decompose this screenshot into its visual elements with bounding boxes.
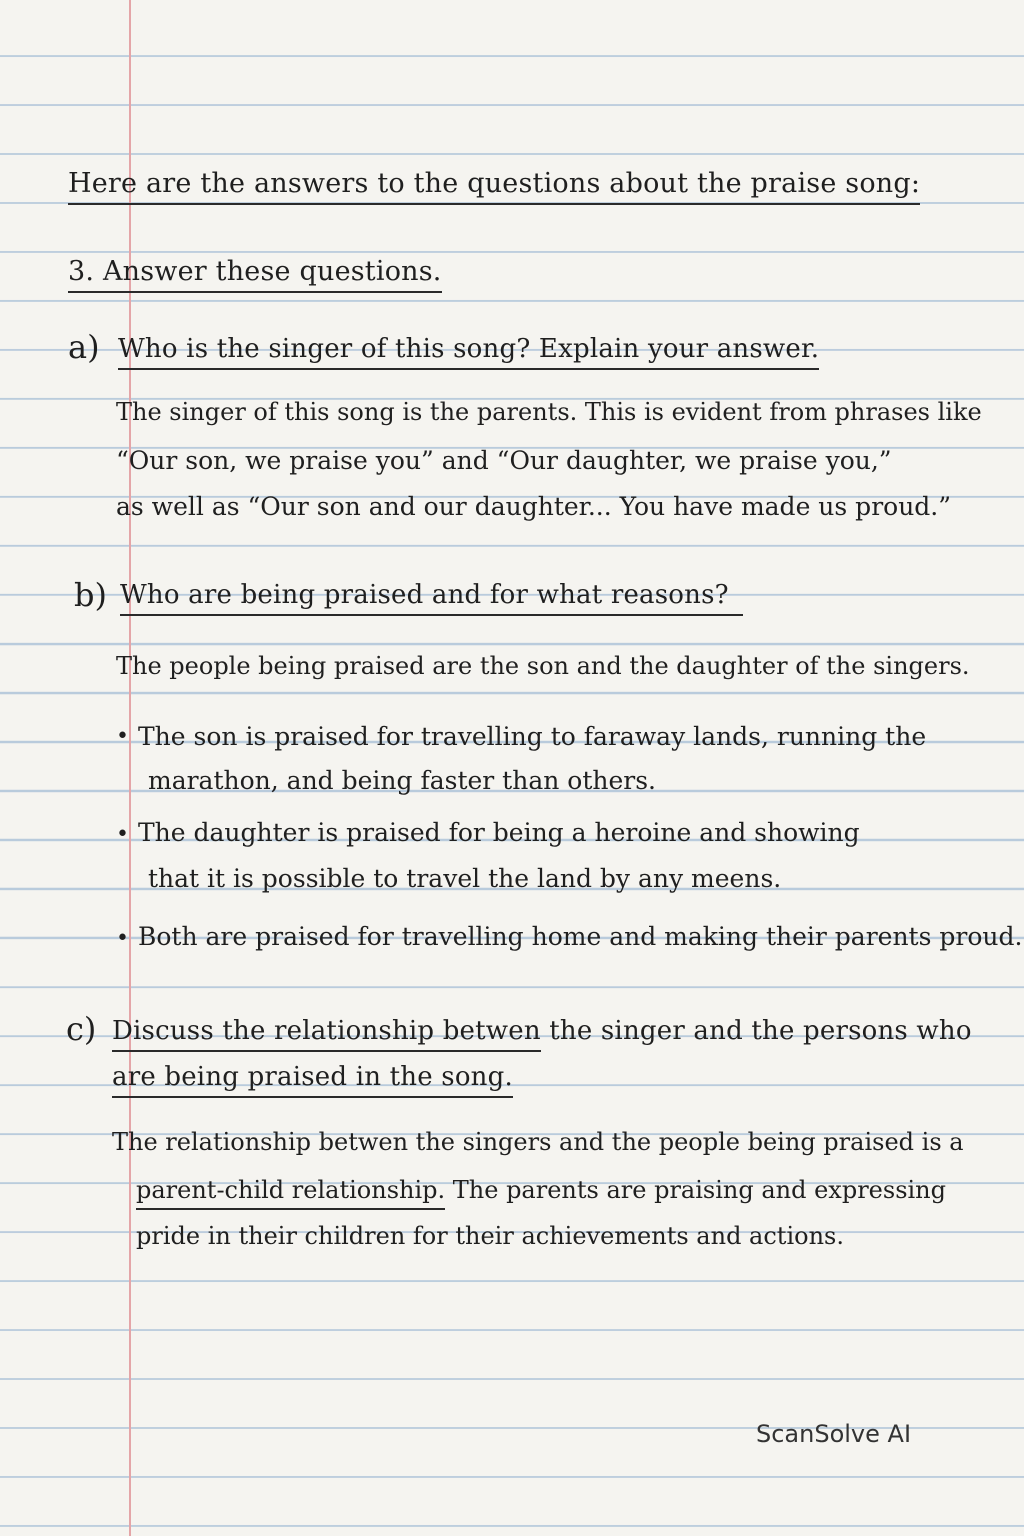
question-c-line-2: are being praised in the song. xyxy=(112,1062,513,1098)
bullet-dot-1: • xyxy=(116,724,129,749)
answer-b-bullet-1-line-2: marathon, and being faster than others. xyxy=(148,766,657,795)
question-b-text: Who are being praised and for what reasons? xyxy=(120,580,743,616)
task-title: 3. Answer these questions. xyxy=(68,256,442,293)
answer-c-underlined: parent-child relationship. xyxy=(136,1176,445,1210)
question-c-line-1 xyxy=(112,1016,972,1046)
bullet-dot-2: • xyxy=(116,822,129,847)
answer-a-line-3: as well as “Our son and our daughter... You have made us proud.” xyxy=(116,492,952,521)
answer-b-bullet-2-line-1: The daughter is praised for being a heroine and showing xyxy=(138,818,860,847)
answer-a-line-2: “Our son, we praise you” and “Our daughter, we praise you,” xyxy=(116,446,892,475)
answer-b-bullet-2-line-2: that it is possible to travel the land by any meens. xyxy=(148,864,782,893)
answer-c-line-3: pride in their children for their achievements and actions. xyxy=(136,1222,844,1250)
page-heading: Here are the answers to the questions about the praise song: xyxy=(68,168,920,205)
answer-b-bullet-1-line-1: The son is praised for travelling to faraway lands, running the xyxy=(138,722,927,751)
question-c-rest: the singer and the persons who xyxy=(540,1016,972,1046)
question-c-underlined: Discuss the relationship betwen xyxy=(112,1016,541,1052)
bullet-dot-3: • xyxy=(116,926,129,951)
question-b-marker: b) xyxy=(74,576,107,614)
answer-a-line-1: The singer of this song is the parents. This is evident from phrases like xyxy=(116,398,982,426)
signature: ScanSolve AI xyxy=(756,1420,912,1448)
question-a-marker: a) xyxy=(68,328,100,366)
question-a-text: Who is the singer of this song? Explain your answer. xyxy=(118,334,819,370)
answer-b-intro: The people being praised are the son and the daughter of the singers. xyxy=(116,652,970,680)
margin-line xyxy=(129,0,131,1536)
answer-c-line-1: The relationship betwen the singers and the people being praised is a xyxy=(112,1128,964,1156)
answer-c-line-2 xyxy=(136,1176,946,1204)
answer-c-line-2-rest: The parents are praising and expressing xyxy=(445,1176,946,1204)
question-c-marker: c) xyxy=(66,1010,97,1048)
answer-b-bullet-3-line-1: Both are praised for travelling home and making their parents proud. xyxy=(138,922,1023,951)
